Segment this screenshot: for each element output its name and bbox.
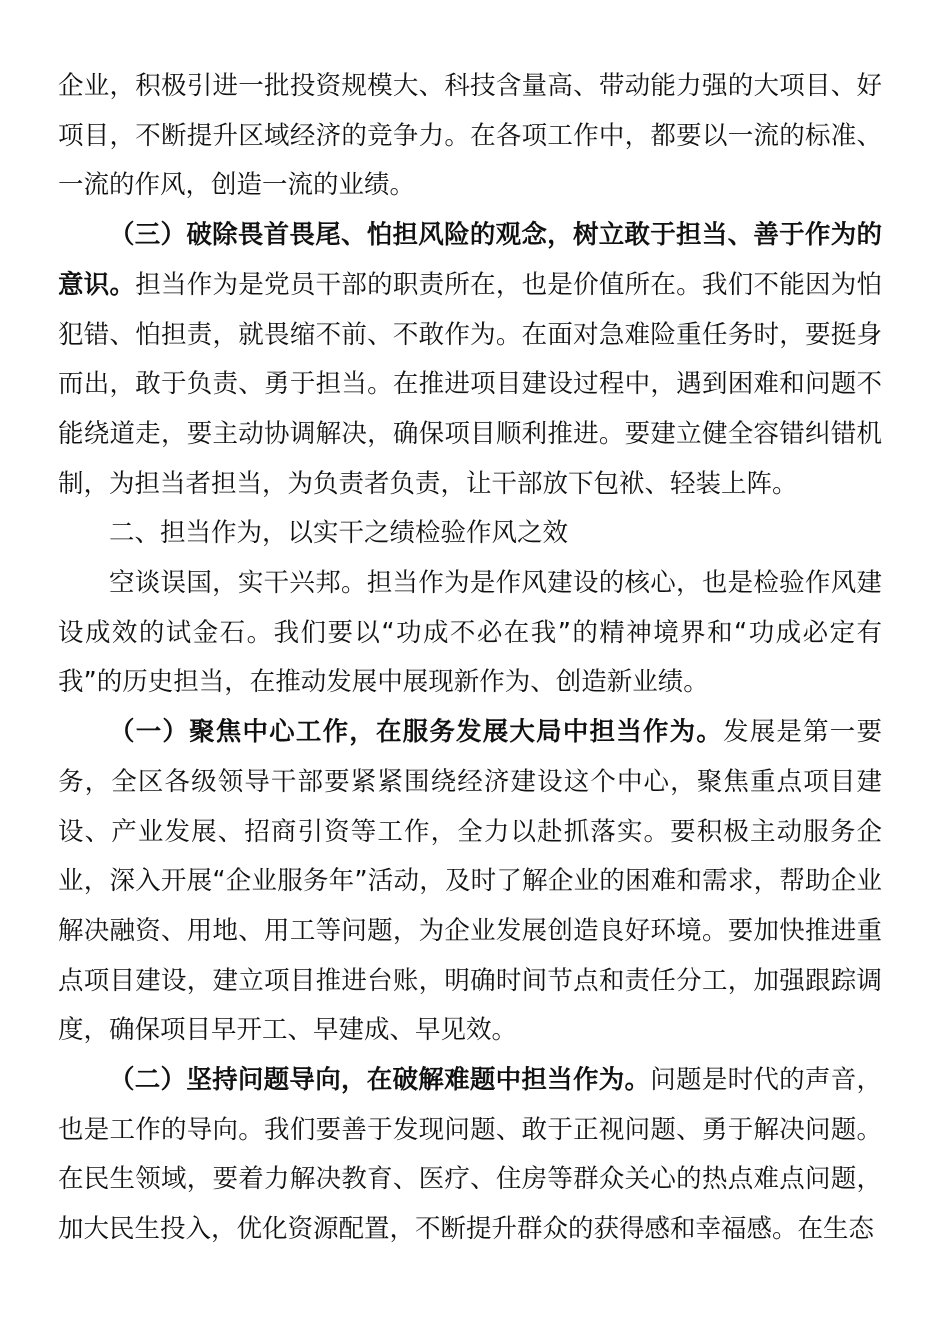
- paragraph-two: [58, 1056, 882, 1255]
- paragraph-one: [58, 708, 882, 1056]
- paragraph-three-body: 担当作为是党员干部的职责所在，也是价值所在。我们不能因为怕犯错、怕担责，就畏缩不前、不敢作为。在面对急难险重任务时，要挺身而出，敢于负责、勇于担当。在推进项目建设过程中，遇到困难和问题不能绕道走，要主动协调解决，确保项目顺利推进。要建立健全容错纠错机制，为担当者担当，为负责者负责，让干部放下包袱、轻装上阵。: [58, 269, 882, 499]
- paragraph-one-body: 发展是第一要务，全区各级领导干部要紧紧围绕经济建设这个中心，聚焦重点项目建设、产业发展、招商引资等工作，全力以赴抓落实。要积极主动服务企业，深入开展“企业服务年”活动，及时了解企业的困难和需求，帮助企业解决融资、用地、用工等问题，为企业发展创造良好环境。要加快推进重点项目建设，建立项目推进台账，明确时间节点和责任分工，加强跟踪调度，确保项目早开工、早建成、早见效。: [58, 717, 882, 1046]
- paragraph-one-lead: （一）聚焦中心工作，在服务发展大局中担当作为。: [109, 717, 723, 748]
- paragraph-three-lead: （三）破除畏首畏尾、怕担风险的观念，树立敢于担当、善于作为的意识。: [58, 220, 882, 300]
- paragraph-three: [58, 211, 882, 509]
- section-heading: 二、担当作为，以实干之绩检验作风之效: [109, 518, 569, 549]
- paragraph-continuation: 企业，积极引进一批投资规模大、科技含量高、带动能力强的大项目、好项目，不断提升区域经济的竞争力。在各项工作中，都要以一流的标准、一流的作风，创造一流的业绩。: [58, 71, 882, 201]
- paragraph-intro: 空谈误国，实干兴邦。担当作为是作风建设的核心，也是检验作风建设成效的试金石。我们要以“功成不必在我”的精神境界和“功成必定有我”的历史担当，在推动发展中展现新作为、创造新业绩。: [58, 568, 882, 698]
- paragraph-two-body: 问题是时代的声音，也是工作的导向。我们要善于发现问题、敢于正视问题、勇于解决问题。在民生领域，要着力解决教育、医疗、住房等群众关心的热点难点问题，加大民生投入，优化资源配置，不断提升群众的获得感和幸福感。在生态: [58, 1065, 882, 1245]
- paragraph-two-lead: （二）坚持问题导向，在破解难题中担当作为。: [109, 1065, 651, 1096]
- document-page: [58, 62, 882, 1255]
